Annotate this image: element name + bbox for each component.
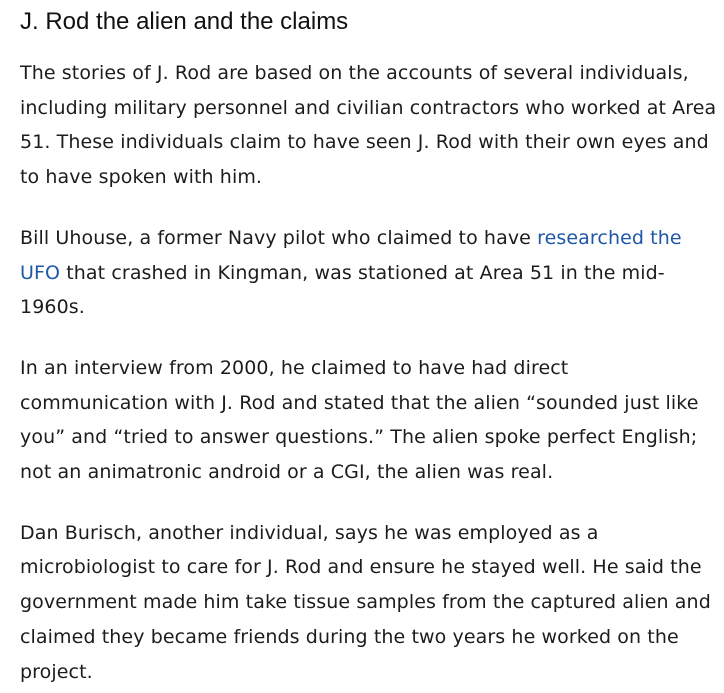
paragraph-stories: The stories of J. Rod are based on the accounts of several individuals, including military personnel and civilian contractors who worked at Area 51. These individuals claim to have seen J. Rod with their own eyes and to have spoken with him. <box>20 62 717 189</box>
paragraph-text-after-link: that crashed in Kingman, was stationed at Area 51 in the mid-1960s. <box>20 261 665 319</box>
researched-ufo-link[interactable]: researched the UFO <box>20 226 682 284</box>
paragraph-dan-burisch: Dan Burisch, another individual, says he was employed as a microbiologist to care for J. Rod and ensure he stayed well. He said the government made him take tissue samples from the captured alien and claimed they became friends during the two years he worked on the project. <box>20 521 711 683</box>
section-heading: J. Rod the alien and the claims <box>20 8 349 35</box>
paragraph-text-before-link: Bill Uhouse, a former Navy pilot who claimed to have <box>20 226 538 249</box>
article-body <box>20 0 720 689</box>
paragraph-bill-uhouse <box>20 221 720 325</box>
paragraph-interview: In an interview from 2000, he claimed to have had direct communication with J. Rod and stated that the alien “sounded just like you” and “tried to answer questions.” The alien spoke perfect English; not an animatronic android or a CGI, the alien was real. <box>20 356 699 484</box>
